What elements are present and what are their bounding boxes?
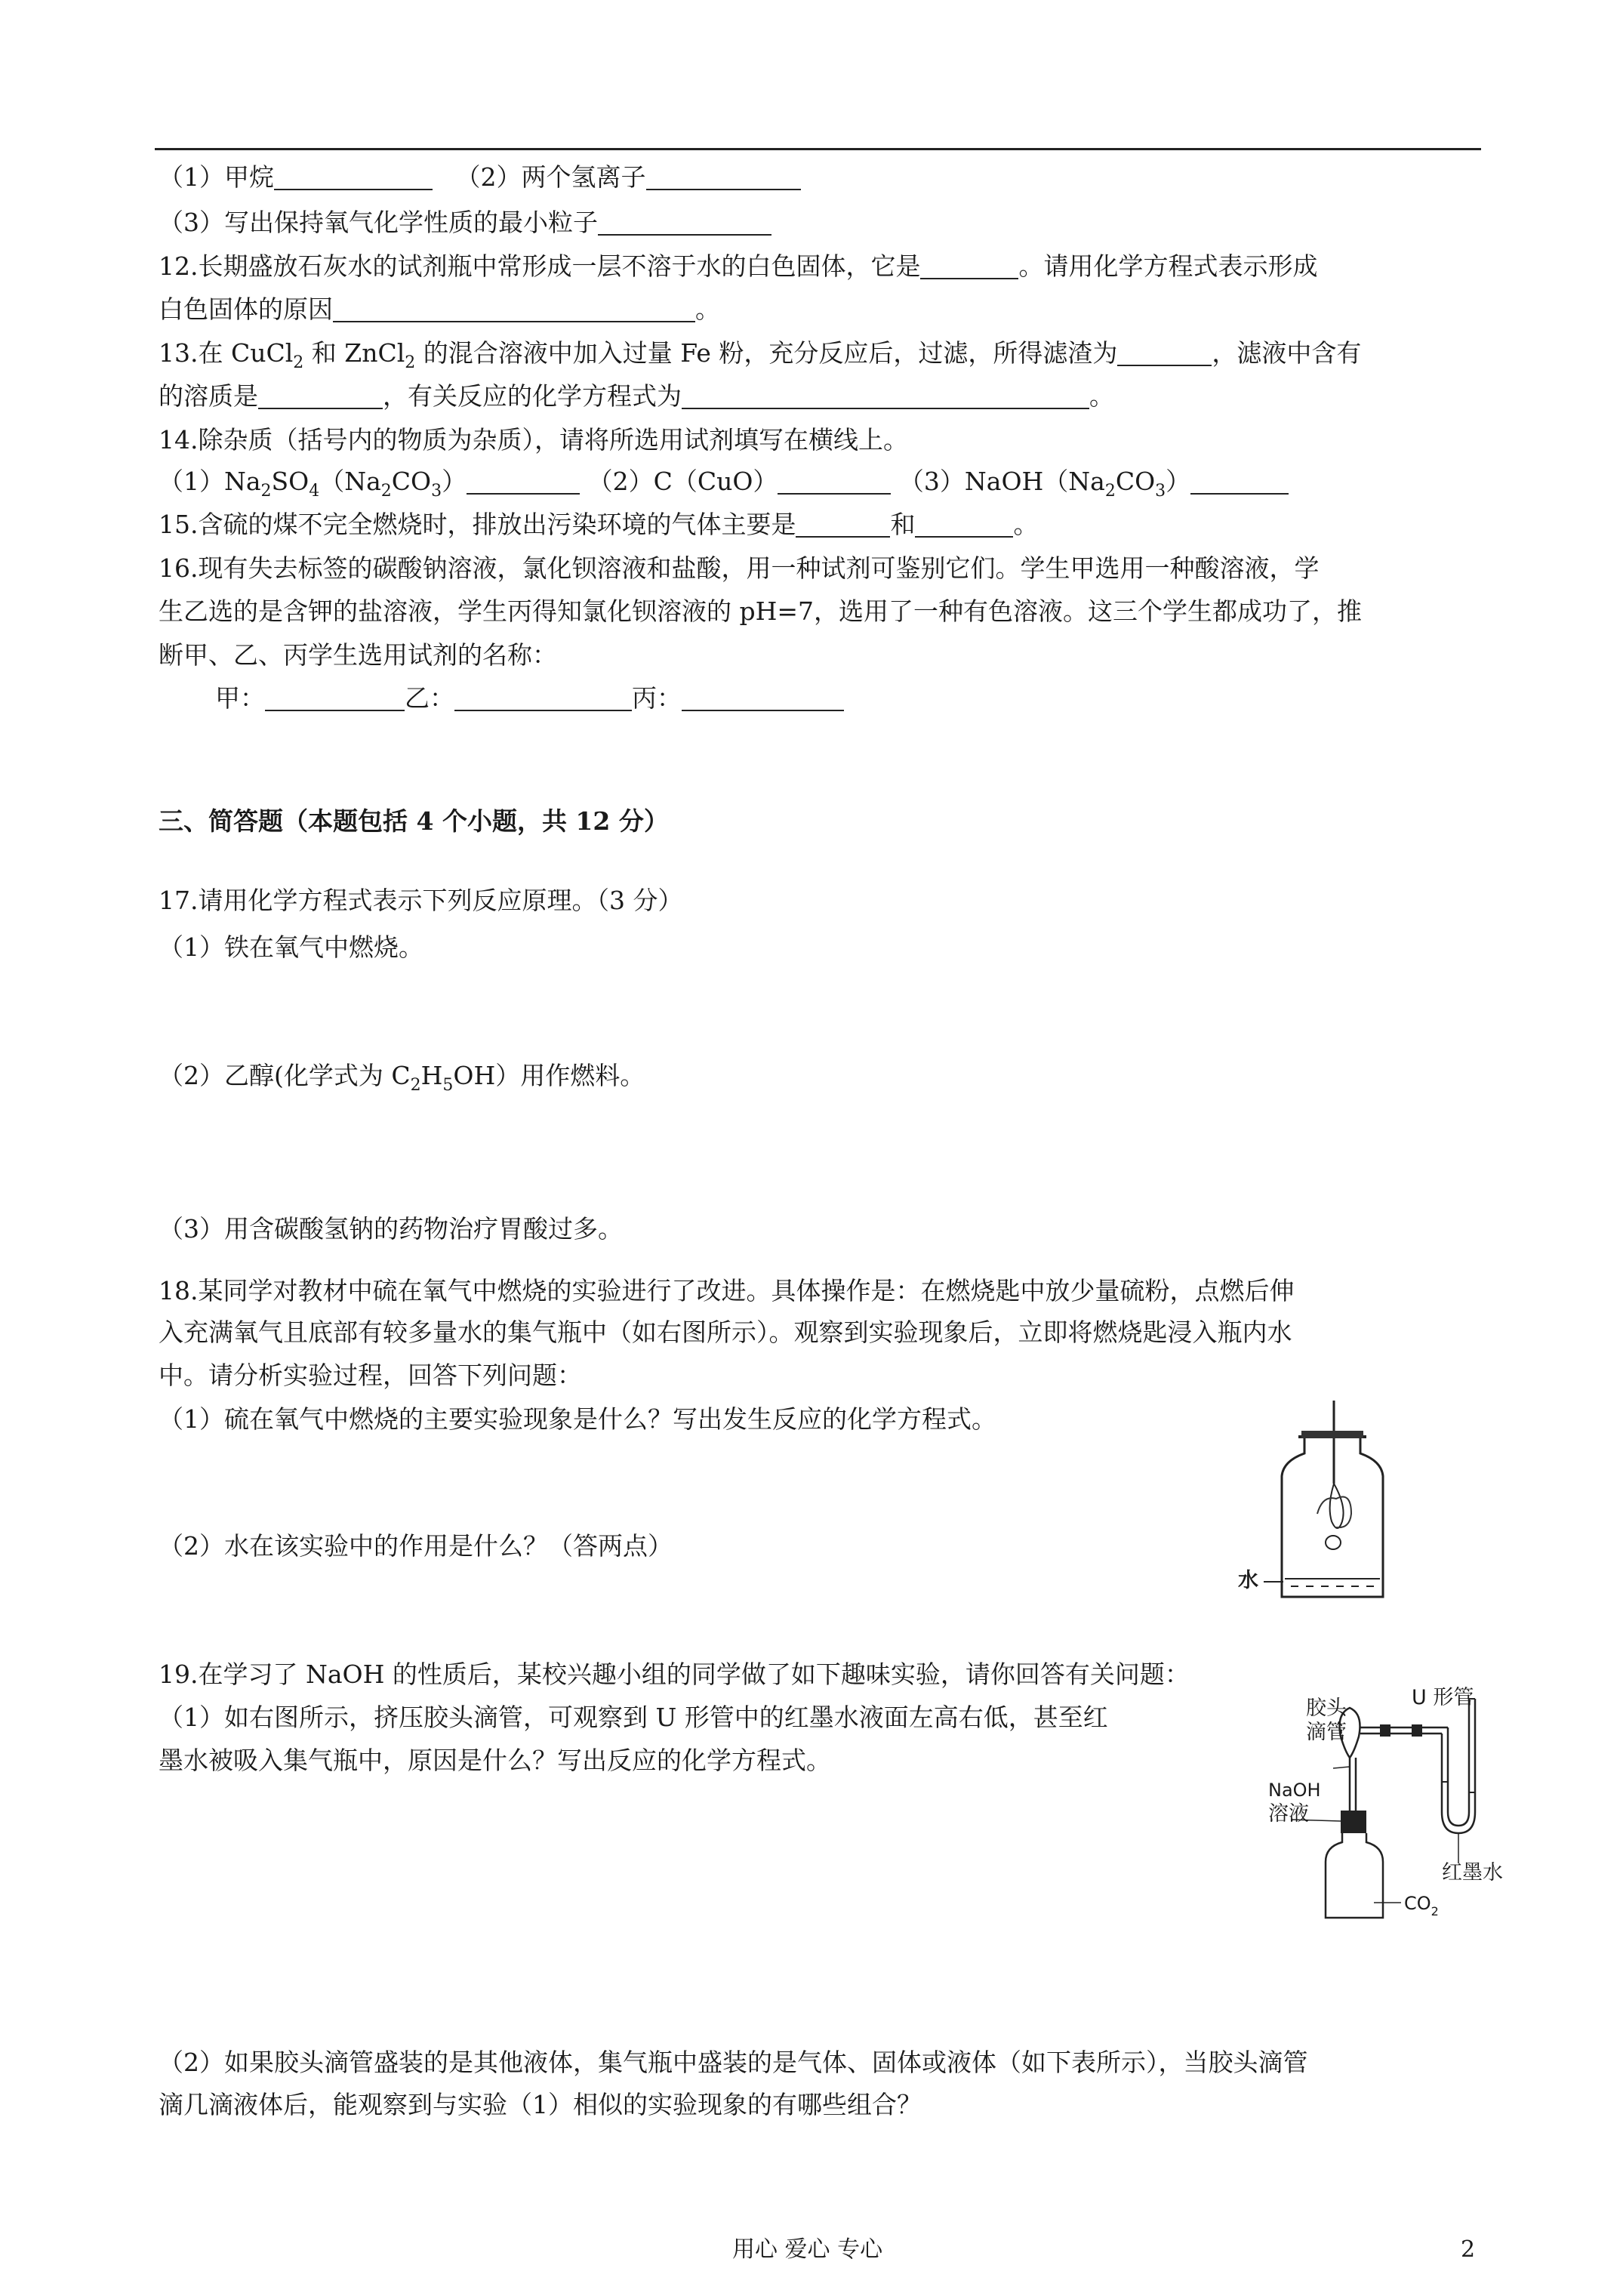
- q12-text-2: 。请用化学方程式表示形成: [1018, 251, 1318, 281]
- naoh-label-2: 溶液: [1268, 1802, 1309, 1826]
- q17-text: 17.请用化学方程式表示下列反应原理。（3 分）: [159, 886, 683, 915]
- line-q11-1: [159, 159, 801, 196]
- q18-1-text: （1）硫在氧气中燃烧的主要实验现象是什么？写出发生反应的化学方程式。: [159, 1404, 996, 1434]
- gas-jar-figure: [1238, 1401, 1419, 1612]
- answer-blank[interactable]: [274, 162, 433, 190]
- q16-text-1: 16.现有失去标签的碳酸钠溶液，氯化钡溶液和盐酸，用一种试剂可鉴别它们。学生甲选用一种酸溶液，学: [159, 553, 1320, 583]
- q14-text: 14.除杂质（括号内的物质为杂质），请将所选用试剂填写在横线上。: [159, 425, 908, 455]
- line-q19-2b: [159, 2086, 922, 2124]
- q17-2-c: OH）用作燃料。: [453, 1061, 645, 1090]
- line-q17-2: （2）乙醇(化学式为 $C_2H_5OH$）用作燃料。: [159, 1061, 645, 1095]
- q18-text-3: 中。请分析实验过程，回答下列问题：: [159, 1361, 582, 1390]
- q11-methane-label: （1）甲烷: [159, 162, 274, 192]
- q14-3-a: （3）NaOH（Na: [898, 467, 1105, 496]
- line-q19-2a: [159, 2044, 1308, 2082]
- answer-blank[interactable]: [454, 683, 632, 711]
- q16-bing: 丙：: [632, 683, 682, 713]
- answer-blank[interactable]: [682, 381, 1089, 409]
- q14-1-c: （Na: [319, 467, 381, 496]
- u-tube-label: U 形管: [1412, 1686, 1474, 1709]
- answer-blank[interactable]: [258, 381, 383, 409]
- q13-text-3: 的混合溶液中加入过量 Fe 粉，充分反应后，过滤，所得滤渣为: [415, 338, 1118, 368]
- answer-blank[interactable]: [598, 207, 771, 236]
- line-q19-1b: [159, 1742, 831, 1780]
- q14-1-e: ）: [442, 467, 467, 496]
- line-q18-1: [159, 1401, 996, 1438]
- water-label: 水: [1238, 1569, 1258, 1592]
- q18-text-1: 18.某同学对教材中硫在氧气中燃烧的实验进行了改进。具体操作是：在燃烧匙中放少量硫粉，点燃后伸: [159, 1276, 1295, 1305]
- answer-blank[interactable]: [265, 683, 405, 711]
- line-q19-1a: [159, 1699, 1108, 1737]
- co2-label: [1404, 1892, 1439, 1918]
- q17-2-b: H: [420, 1061, 443, 1090]
- q17-2-a: （2）乙醇(化学式为 C: [159, 1061, 411, 1090]
- answer-blank[interactable]: [646, 162, 801, 190]
- answer-blank[interactable]: [467, 466, 580, 495]
- answer-blank[interactable]: [1190, 466, 1289, 495]
- q19-2-text-2: 滴几滴液体后，能观察到与实验（1）相似的实验现象的有哪些组合？: [159, 2090, 922, 2119]
- line-q19-a: [159, 1656, 1190, 1693]
- dropper-label-1: 胶头: [1306, 1697, 1347, 1720]
- line-q13-b: [159, 378, 1114, 415]
- q13-text-5: 的溶质是: [159, 381, 258, 411]
- answer-blank[interactable]: [915, 509, 1013, 538]
- q19-1-text-2: 墨水被吸入集气瓶中，原因是什么？写出反应的化学方程式。: [159, 1746, 831, 1775]
- q16-yi: 乙：: [405, 683, 454, 713]
- naoh-label-1: NaOH: [1268, 1780, 1321, 1801]
- answer-blank[interactable]: [778, 466, 891, 495]
- q18-text-2: 入充满氧气且底部有较多量水的集气瓶中（如右图所示）。观察到实验现象后，立即将燃烧匙浸入瓶内水: [159, 1318, 1292, 1347]
- line-q12-a: [159, 248, 1317, 285]
- co2-subscript: 2: [1431, 1904, 1439, 1918]
- line-q18-b: [159, 1314, 1292, 1351]
- q13-period: 。: [1089, 381, 1114, 411]
- line-q16-d: [215, 680, 844, 717]
- line-q16-a: [159, 550, 1319, 587]
- line-q17: [159, 882, 682, 920]
- q13-text: 13.在 CuCl: [159, 338, 294, 368]
- q19-2-text-1: （2）如果胶头滴管盛装的是其他液体，集气瓶中盛装的是气体、固体或液体（如下表所示），当胶头滴管: [159, 2048, 1308, 2077]
- q12-text-3: 白色固体的原因: [159, 294, 333, 324]
- q14-1-d: CO: [391, 467, 432, 496]
- answer-blank[interactable]: [1117, 337, 1212, 366]
- answer-blank[interactable]: [333, 294, 695, 322]
- line-q14: [159, 421, 908, 459]
- q13-text-2: 和 ZnCl: [303, 338, 405, 368]
- q14-1-b: SO: [271, 467, 310, 496]
- q17-1-text: （1）铁在氧气中燃烧。: [159, 932, 423, 962]
- q13-text-4: ，滤液中含有: [1212, 338, 1362, 368]
- line-q11-3: [159, 204, 771, 242]
- q15-period: 。: [1013, 510, 1039, 539]
- u-tube-figure: [1261, 1686, 1517, 1940]
- gas-jar-illustration: [1238, 1401, 1419, 1612]
- q15-and: 和: [890, 510, 916, 539]
- answer-blank[interactable]: [682, 683, 844, 711]
- answer-blank[interactable]: [920, 251, 1018, 279]
- dropper-label-2: 滴管: [1306, 1721, 1347, 1744]
- q16-text-2: 生乙选的是含钾的盐溶液，学生丙得知氯化钡溶液的 pH=7，选用了一种有色溶液。这三个学生都成功了，推: [159, 596, 1363, 626]
- line-q13-a: 13.在 CuCl$_2$ 和 ZnCl$_2$ 的混合溶液中加入过量 Fe 粉，充分反应后，过滤，所得滤渣为 ，滤液中含有: [159, 338, 1362, 372]
- q12-period: 。: [695, 294, 720, 324]
- line-q17-3: [159, 1210, 623, 1248]
- section-title: 三、简答题（本题包括 4 个小题，共 12 分）: [159, 806, 669, 836]
- line-q12-b: [159, 291, 720, 328]
- header-rule: [155, 148, 1481, 150]
- section-heading: [159, 803, 669, 840]
- line-q18-c: [159, 1357, 582, 1395]
- line-q16-c: [159, 636, 557, 674]
- red-ink-label: 红墨水: [1442, 1861, 1503, 1885]
- line-q16-b: [159, 593, 1362, 630]
- line-q14-items: $(1)Na_2SO_4(Na_2CO_3)$ （2）C（CuO） $(3)NaOH(Na_2CO_3)$: [159, 463, 1289, 501]
- q16-jia: 甲：: [215, 683, 265, 713]
- page-number: 2: [1461, 2236, 1476, 2263]
- q17-3-text: （3）用含碳酸氢钠的药物治疗胃酸过多。: [159, 1214, 623, 1244]
- line-q15: [159, 506, 1038, 544]
- q14-3-c: ）: [1166, 467, 1191, 496]
- line-q18-2: [159, 1527, 673, 1565]
- q18-2-text: （2）水在该实验中的作用是什么？（答两点）: [159, 1531, 673, 1561]
- q13-text-6: ，有关反应的化学方程式为: [383, 381, 682, 411]
- q11-3-text: （3）写出保持氧气化学性质的最小粒子: [159, 208, 598, 237]
- line-q18-a: [159, 1272, 1294, 1310]
- q14-3-b: CO: [1115, 467, 1156, 496]
- q14-2: （2）C（CuO）: [587, 467, 778, 496]
- line-q17-1: [159, 929, 423, 966]
- q12-text: 12.长期盛放石灰水的试剂瓶中常形成一层不溶于水的白色固体，它是: [159, 251, 921, 281]
- q19-1-text-1: （1）如右图所示，挤压胶头滴管，可观察到 U 形管中的红墨水液面左高右低，甚至红: [159, 1703, 1108, 1732]
- footer-motto: 用心 爱心 专心: [732, 2236, 883, 2263]
- co2-text: CO: [1404, 1893, 1431, 1914]
- q15-text: 15.含硫的煤不完全燃烧时，排放出污染环境的气体主要是: [159, 510, 796, 539]
- q11-hydrogen-ion-label: （2）两个氢离子: [455, 162, 646, 192]
- q19-text-1: 19.在学习了 NaOH 的性质后，某校兴趣小组的同学做了如下趣味实验，请你回答有关问题：: [159, 1660, 1190, 1689]
- answer-blank[interactable]: [796, 509, 890, 538]
- q14-1-a: （1）Na: [159, 467, 261, 496]
- q16-text-3: 断甲、乙、丙学生选用试剂的名称：: [159, 640, 557, 670]
